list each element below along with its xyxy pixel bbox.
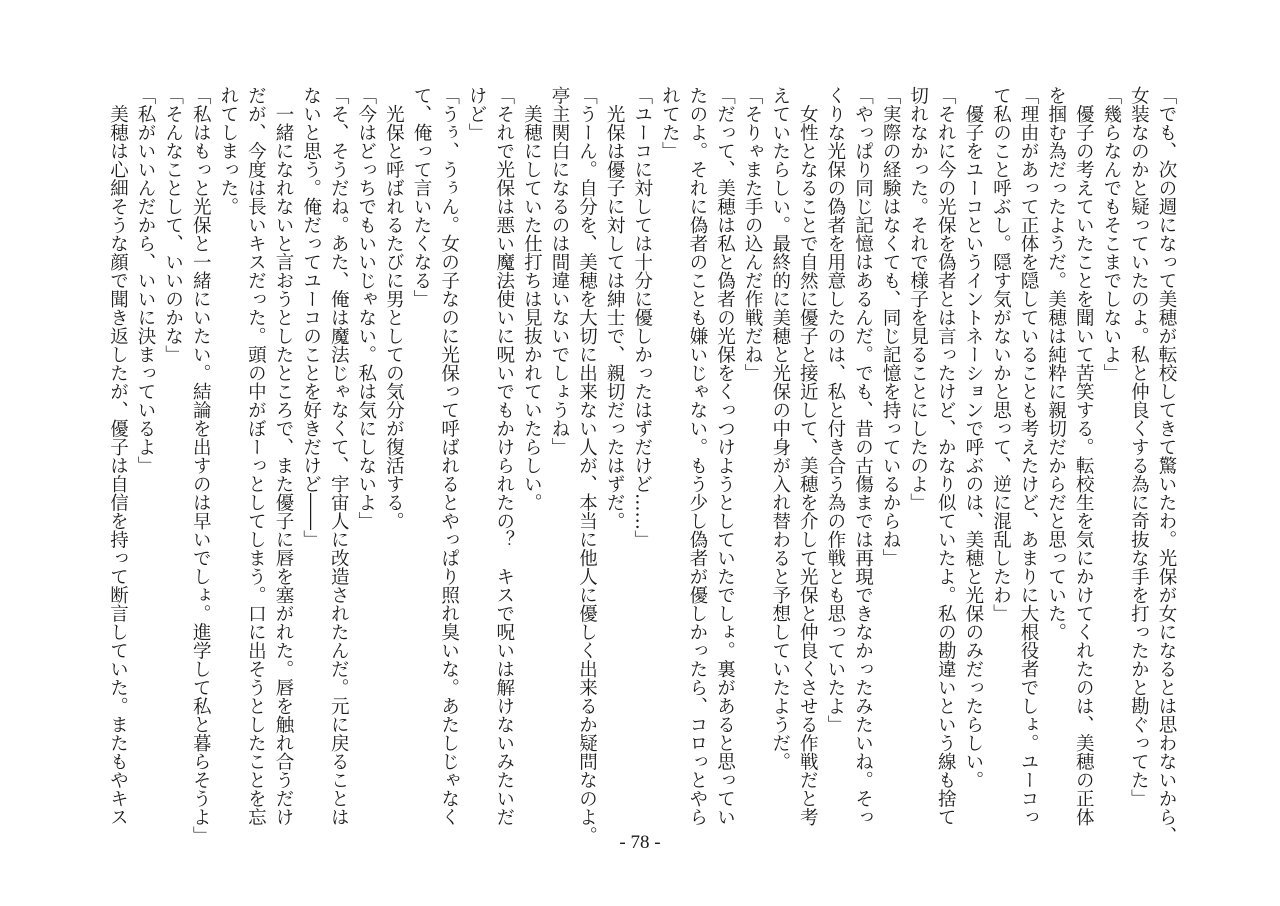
text-column: 女性となることで自然に優子と接近して、美穂を介して光保と仲良くさせる作戦だと考 — [797, 86, 819, 826]
text-column: 「うぅ、うぅん。女の子なのに光保って呼ばれるとやっぱり照れ臭いな。あたしじゃなく — [438, 86, 460, 826]
text-column: けど」 — [466, 86, 488, 142]
text-column: 「やっぱり同じ記憶はあるんだ。でも、昔の古傷までは再現できなかったみたいね。そっ — [852, 86, 874, 826]
text-column: 切れなかった。それで様子を見ることにしたのよ」 — [907, 86, 929, 512]
text-column: 「でも、次の週になって美穂が転校してきて驚いたわ。光保が女になるとは思わないから、 — [1156, 86, 1177, 845]
text-column: 亭主関白になるのは間違いないでしょうね」 — [548, 86, 570, 456]
text-column: 「そんなことして、いいのかな」 — [162, 86, 184, 364]
text-column: れてしまった。 — [217, 86, 239, 216]
text-column: 美穂は心細そうな顔で聞き返したが、優子は自信を持って断言していた。またもやキス — [107, 86, 129, 826]
text-column: たのよ。それに偽者のことも嫌いじゃない。もう少し偽者が優しかったら、コロっとやら — [686, 86, 708, 826]
text-column: て私のこと呼ぶし。隠す気がないかと思って、逆に混乱したわ」 — [990, 86, 1012, 623]
text-column: 優子の考えていたことを聞いて苦笑する。転校生を気にかけてくれたのは、美穂の正体 — [1073, 86, 1095, 826]
text-column: て、俺って言いたくなる」 — [410, 86, 432, 308]
text-column: 女装なのかと疑っていたのよ。私と仲良くする為に奇抜な手を打ったかと勘ぐってた」 — [1128, 86, 1150, 808]
text-column: 光保は優子に対しては紳士で、親切だったはずだ。 — [604, 86, 626, 530]
text-column: 「それに今の光保を偽者とは言ったけど、かなり似ていたよ。私の勘違いという線も捨て — [935, 86, 957, 826]
text-column: ないと思う。俺だってユーコのことを好きだけど――」 — [300, 86, 322, 549]
text-column: 「今はどっちでもいいじゃない。私は気にしないよ」 — [355, 86, 377, 530]
page-number: - 78 - — [619, 832, 661, 853]
text-column: 一緒になれないと言おうとしたところで、また優子に唇を塞がれた。唇を触れ合うだけ — [273, 86, 294, 826]
text-column: 「幾らなんでもそこまでしないよ」 — [1100, 86, 1122, 382]
text-column: えていたらしい。最終的に美穂と光保の中身が入れ替わると予想していたようだ。 — [769, 86, 791, 771]
text-column: 「そりゃまた手の込んだ作戦だね」 — [742, 86, 764, 382]
text-column: 美穂にしていた仕打ちは見抜かれていたらしい。 — [521, 86, 543, 512]
text-column: 「それで光保は悪い魔法使いに呪いでもかけられたの？ キスで呪いは解けないみたいだ — [493, 86, 515, 826]
text-column: だが、今度は長いキスだった。頭の中がぼーっとしてしまう。口に出そうとしたことを忘 — [245, 86, 267, 826]
text-column: 光保と呼ばれるたびに男としての気分が復活する。 — [383, 86, 405, 530]
text-column: 優子をユーコというイントネーションで呼ぶのは、美穂と光保のみだったらしい。 — [962, 86, 984, 789]
text-column: 「実際の経験はなくても、同じ記憶を持っているからね」 — [880, 86, 902, 567]
text-column: 「理由があって正体を隠していることも考えたけど、あまりに大根役者でしょ。ユーコっ — [1018, 86, 1040, 826]
text-column: 「私がいいんだから、いいに決まっているよ」 — [135, 86, 157, 475]
text-column: 「うーん。自分を、美穂を大切に出来ない人が、本当に他人に優しく出来るか疑問なのよ。 — [576, 86, 598, 845]
text-column: 「だって、美穂は私と偽者の光保をくっつけようとしていたでしょ。裏があると思ってい — [714, 86, 736, 826]
text-column: を掴む為だったようだ。美穂は純粋に親切だからだと思っていた。 — [1045, 86, 1067, 641]
text-column: くりな光保の偽者を用意したのは、私と付き合う為の作戦とも思っていたよ」 — [824, 86, 846, 734]
text-column: れてた」 — [659, 86, 681, 160]
text-column: 「そ、そうだね。あた、俺は魔法じゃなくて、宇宙人に改造されたんだ。元に戻ることは — [328, 86, 350, 826]
text-column: 「ユーコに対しては十分に優しかったはずだけど……」 — [631, 86, 653, 549]
text-column: 「私はもっと光保と一緒にいたい。結論を出すのは早いでしょ。進学して私と暮らそうよ」 — [190, 86, 212, 845]
